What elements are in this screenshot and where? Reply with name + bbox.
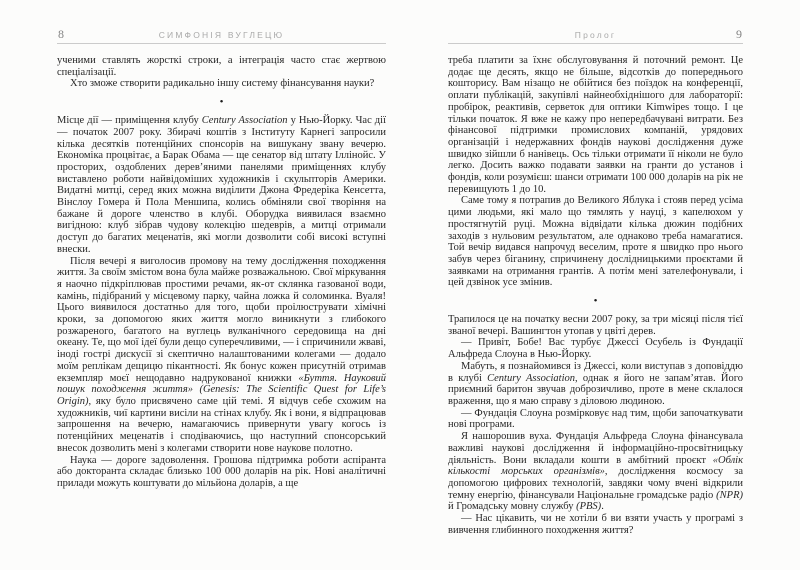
paragraph	[448, 408, 743, 431]
paragraph	[448, 513, 743, 536]
page-left	[57, 28, 386, 490]
paragraph	[57, 78, 386, 90]
text-run: Хто зможе створити радикально іншу систему фінансування науки?	[70, 78, 375, 90]
paragraph	[57, 256, 386, 455]
page-body-right	[448, 55, 743, 536]
paragraph	[57, 55, 386, 78]
text-run: , однак я його не запам’ятав. Його приємний баритон звучав доброзичливо, проте в мене склалося враження, що я маю справу з діловою людиною.	[448, 372, 743, 407]
text-run: — Привіт, Бобе! Вас турбує Джессі Осубель із Фундації Альфреда Слоуна в Нью-Йорку.	[448, 337, 743, 361]
running-title-right: Пролог	[574, 30, 617, 40]
text-run: Мабуть, я познайомився із Джессі, коли виступав з доповіддю в клубі	[448, 360, 743, 384]
text-run: Після вечері я виголосив промову на тему дослідження походження життя. За своїм змістом вона була майже розважальною. Свої міркування я наочно підкріплював простими речами, як-от склянка газованої води, камінь, підібраний у місцевому парку, чайна ложка й соломинка. Вуаля! Цього виявилося достатньо для того, щоби проілюструвати хімічні кроки, за допомогою яких життя могло виникнути з глибокого розжареного, багатого на вуглець вулканічного середовища на дні океану. Те, що мої ідеї були дещо суперечливими, — і спричинили жваві, іноді гострі дискусії зі скептично налаштованими колегами — додало моїм реплікам дещицю пікантності. Як бонус кожен присутній отримав екземпляр моєї нещодавно надрукованої книжки	[57, 255, 386, 384]
paragraph	[448, 361, 743, 408]
italic-text-run: (NPR)	[716, 489, 743, 501]
paragraph	[448, 314, 743, 337]
italic-text-run: Century Association	[487, 372, 576, 384]
text-run: треба платити за їхнє обслуговування й поточний ремонт. Це додає ще десять, якщо не більше, відсотків до попереднього кошторису. Вам нізащо не обійтися без поїздок на конференції, оплати публікацій, закупівлі найнеобхіднішого для лабораторії: пробірок, реактивів, серветок для оптики Kimwipes тощо. І це тільки початок. Я вже не кажу про непередбачувані витрати. Без фінансової підтримки промислових компаній, урядових організацій і недержавних фондів наукові дослідження дуже швидко зійшли б нанівець. Ось тільки отримати її ніколи не було легко. Досить важко подавати заявки на гранти до установ і фондів, коли розумієш: шанси отримати 100 000 доларів на рік не перевищують 1 до 10.	[448, 55, 743, 195]
paragraph	[448, 431, 743, 513]
paragraph	[57, 115, 386, 255]
page-number-left: 8	[58, 27, 64, 41]
page-right	[448, 28, 743, 536]
italic-text-run: «Буття. Науковий пошук походження життя» (Genesis: The Scientific Quest for Life’s Origin)	[57, 372, 387, 407]
text-run: й Громадську мовну службу	[448, 501, 577, 513]
text-run: Я нашорошив вуха. Фундація Альфреда Слоуна фінансувала важливі наукові дослідження й інформаційно-просвітницьку діяльність. Вони вкладали кошти в амбітний проєкт	[448, 431, 743, 466]
paragraph	[57, 455, 386, 490]
text-run: Наука — дороге задоволення. Грошова підтримка роботи аспіранта або докторанта складає близько 100 000 доларів на рік. Нові аналітичні прилади можуть коштувати до мільйона доларів, а ще	[57, 454, 386, 489]
text-run: Саме тому я потрапив до Великого Яблука і стояв перед усіма цими людьми, які мало що тямлять у науці, з капелюхом у простягнутій руці. Можна відвідати кілька дюжин подібних заходів з нульовим результатом, але однаково треба намагатися. Той вечір видався напрочуд веселим, проте я швидко про нього забув через біганину, спричинену дослідницькими проєктами й заявками на отримання грантів. А потім мені зателефонували, і цей дзвінок усе змінив.	[448, 195, 743, 289]
paragraph	[448, 337, 743, 360]
page-header-right	[448, 28, 743, 44]
paragraph	[448, 195, 743, 289]
section-separator-bullet: •	[219, 96, 224, 109]
page-header-left	[57, 28, 386, 44]
text-run: .	[601, 501, 604, 513]
section-separator-bullet: •	[593, 295, 598, 308]
text-run: Місце дії — приміщення клубу	[57, 115, 202, 127]
text-run: — Фундація Слоуна розмірковує над тим, щоби започаткувати нові програми.	[448, 407, 743, 431]
paragraph	[448, 55, 743, 195]
page-body-left	[57, 55, 386, 490]
text-run: — Нас цікавить, чи не хотіли б ви взяти участь у програмі з вивчення глибинного походження життя?	[448, 513, 743, 536]
text-run: Трапилося це на початку весни 2007 року, за три місяці після тієї званої вечері. Вашингтон утопав у цвіті дерев.	[448, 314, 743, 337]
text-run: , дослідження космосу за допомогою цифрових технологій, завдяки чому вчені відкрили темну енергію, фінансували Національне громадське радіо	[448, 466, 743, 501]
text-run: ученими ставлять жорсткі строки, а інтеграція часто стає жертвою спеціалізації.	[57, 55, 386, 78]
italic-text-run: Century Association	[201, 115, 288, 127]
text-run: , яку було присвячено саме цій темі. Я відчув себе схожим на художників, чиї картини висіли на стінах клубу. Як і вони, я відпрацював запрошення на вечерю, намагаючись привернути увагу когось із потенційних меценатів і сподіваючись, що наступний спонсорський внесок дозволить мені з колегами створити нове наукове полотно.	[57, 395, 386, 454]
italic-text-run: «Облік кількості морських організмів»	[448, 454, 743, 478]
italic-text-run: (PBS)	[576, 501, 602, 513]
page-number-right: 9	[736, 27, 742, 41]
running-title-left: СИМФОНІЯ ВУГЛЕЦЮ	[158, 30, 285, 40]
text-run: у Нью-Йорку. Час дії — початок 2007 року. Збирачі коштів з Інституту Карнегі запросили кілька десятків потенційних спонсорів на вишукану звану вечерю. Економіка процвітає, а Барак Обама — ще сенатор від штату Іллінойс. У просторих, оздоблених дерев’яними панелями приміщеннях клубу виставлено роботи найвідоміших художників і скульпторів Америки. Видатні митці, серед яких можна виділити Джона Фредеріка Кенсетта, Вінслоу Гомера й Пола Меншипа, колись обміняли свої творіння на бажане й дороге членство в клубі. Оборудка виявилася взаємно вигідною: клуб зібрав чудову колекцію шедеврів, а митці отримали доступ до багатих меценатів, які могли дозволити собі високі вступні внески.	[57, 115, 386, 255]
